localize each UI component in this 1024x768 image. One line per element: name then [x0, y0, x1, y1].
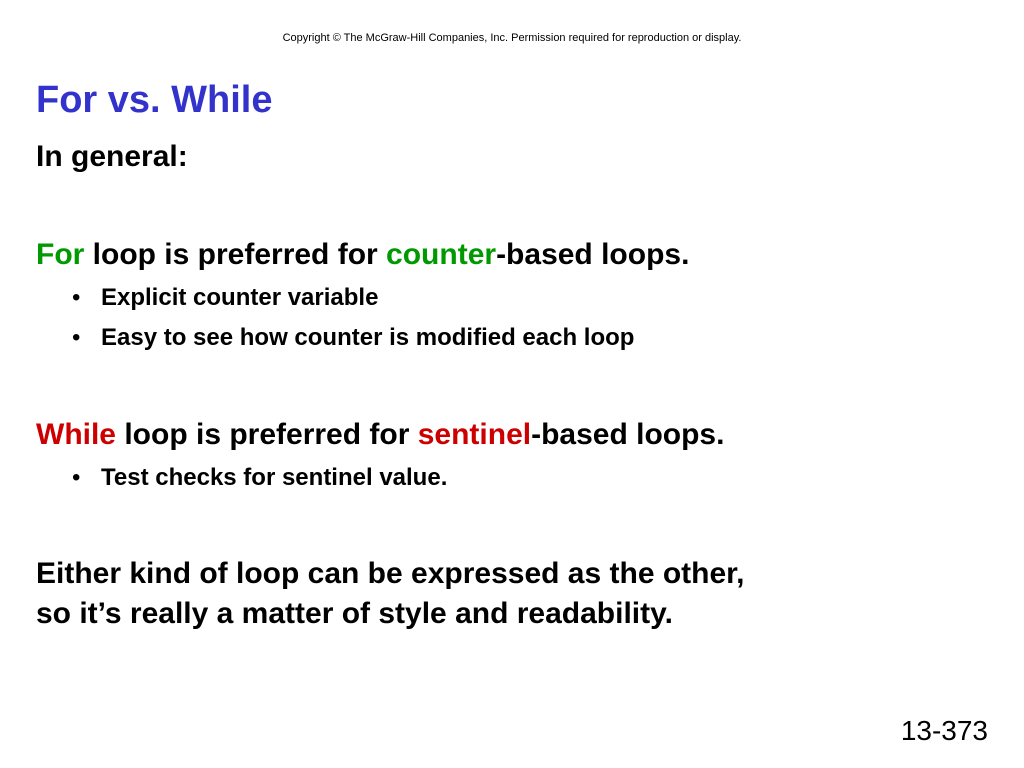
for-bullet-item [72, 283, 378, 313]
while-bullet-text: Test checks for sentinel value. [101, 464, 448, 491]
while-keyword: While [36, 418, 116, 451]
for-bullet-item [72, 323, 634, 353]
while-heading-text-a: loop is preferred for [116, 418, 418, 451]
for-keyword: For [36, 238, 85, 271]
conclusion-line-1: Either kind of loop can be expressed as the other, [36, 557, 745, 590]
copyright-notice: Copyright © The McGraw-Hill Companies, Inc. Permission required for reproduction or display. [282, 32, 742, 44]
for-heading-text-b: -based loops. [496, 238, 690, 271]
slide-title: For vs. While [36, 79, 273, 121]
bullet-dot: • [72, 284, 81, 311]
bullet-dot: • [72, 464, 81, 491]
sentinel-highlight: sentinel [417, 418, 532, 451]
for-loop-heading [36, 237, 689, 273]
conclusion-line-2: so it’s really a matter of style and readability. [36, 597, 673, 630]
slide-number: 13-373 [900, 715, 988, 746]
while-bullet-item [72, 463, 447, 493]
for-heading-text-a: loop is preferred for [84, 238, 387, 271]
intro-line: In general: [36, 140, 188, 173]
bullet-dot: • [72, 324, 81, 351]
counter-highlight: counter [386, 238, 497, 271]
for-bullet-text: Easy to see how counter is modified each loop [101, 324, 635, 351]
for-bullet-text: Explicit counter variable [101, 284, 379, 311]
while-loop-heading [36, 417, 724, 453]
while-heading-text-b: -based loops. [531, 418, 725, 451]
